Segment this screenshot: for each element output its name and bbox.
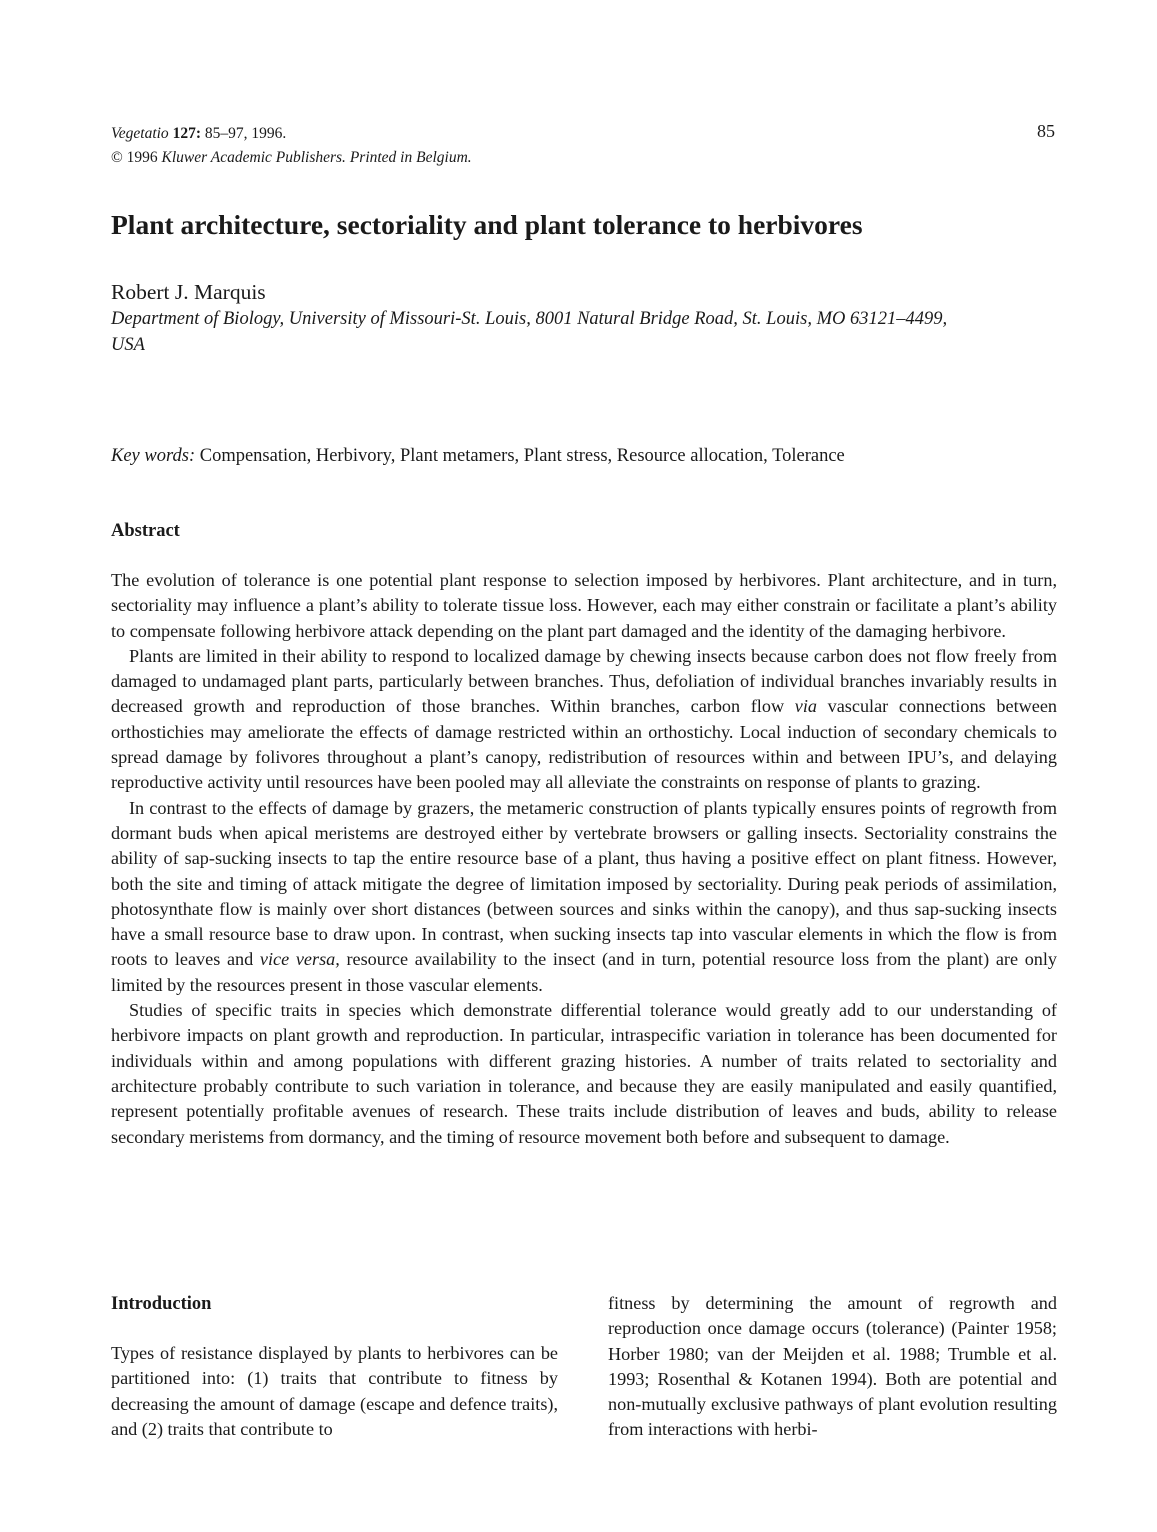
abstract-paragraph-2: [111, 644, 1057, 796]
abstract-p3-emphasis: vice versa,: [259, 949, 340, 970]
citation-line: [111, 122, 1057, 146]
journal-pages-year: 85–97, 1996.: [204, 125, 287, 142]
abstract-p2-part-b: vascular connections between orthostichies may ameliorate the effects of damage restricted within an orthostichy. Local induction of secondary chemicals to spread damage by folivores throughout a plant’s canopy, redistribution of resources within and between IPU’s, and delaying reproductive activity until resources have been pooled may all alleviate the constraints on response of plants to grazing.: [111, 696, 1057, 793]
publisher-name: Kluwer Academic Publishers.: [161, 149, 346, 166]
keywords-text: Compensation, Herbivory, Plant metamers, Plant stress, Resource allocation, Tolerance: [199, 446, 845, 466]
abstract-p3-part-b: resource availability to the insect (and in turn, potential resource loss from the plant) are only limited by the resources present in those vascular elements.: [111, 949, 1058, 995]
abstract-p3-part-a: In contrast to the effects of damage by grazers, the metameric construction of plants typically ensures points of regrowth from dormant buds when apical meristems are destroyed either by vertebrate browsers or galling insects. Sectoriality constrains the ability of sap-sucking insects to tap the entire resource base of a plant, thus having a positive effect on plant fitness. However, both the site and timing of attack mitigate the degree of limitation imposed by sectoriality. During peak periods of assimilation, photosynthate flow is mainly over short distances (between sources and sinks within the canopy), and thus sap-sucking insects have a small resource base to draw upon. In contrast, when sucking insects tap into vascular elements in which the flow is from roots to leaves and: [111, 797, 1057, 970]
affiliation-line-2: USA: [111, 335, 145, 355]
page-number: 85: [1037, 121, 1055, 141]
abstract-body: [111, 568, 1057, 1150]
introduction-left-text: Types of resistance displayed by plants to herbivores can be partitioned into: (1) traits that contribute to fitness by decreasing the amount of damage (escape and defence traits), and (2) traits that contribute to: [111, 1343, 558, 1439]
introduction-heading: Introduction: [111, 1294, 212, 1314]
introduction-right-text: fitness by determining the amount of regrowth and reproduction once damage occurs (tolerance) (Painter 1958; Horber 1980; van der Meijden et al. 1988; Trumble et al. 1993; Rosenthal & Kotanen 1994). Both are potential and non-mutually exclusive pathways of plant evolution resulting from interactions with herbi-: [608, 1293, 1057, 1440]
copyright-year: 1996: [126, 149, 158, 166]
paper-title: Plant architecture, sectoriality and plant tolerance to herbivores: [111, 209, 863, 240]
journal-name: Vegetatio: [111, 125, 169, 142]
abstract-p2-emphasis: via: [794, 696, 817, 717]
abstract-paragraph-4: Studies of specific traits in species which demonstrate differential tolerance would greatly add to our understanding of herbivore impacts on plant growth and reproduction. In particular, intraspecific variation in tolerance has been documented for individuals within and among populations with different grazing histories. A number of traits related to sectoriality and architecture probably contribute to such variation in tolerance, and because they are easily manipulated and easily quantified, represent potentially profitable avenues of research. These traits include distribution of leaves and buds, ability to release secondary meristems from dormancy, and the timing of resource movement both before and subsequent to damage.: [111, 1000, 1057, 1147]
abstract-p2-part-a: Plants are limited in their ability to respond to localized damage by chewing insects because carbon does not flow freely from damaged to undamaged plant parts, particularly between branches. Thus, defoliation of individual branches invariably results in decreased growth and reproduction of those branches. Within branches, carbon flow: [111, 645, 1057, 717]
abstract-heading: Abstract: [111, 521, 180, 541]
printed-location: Printed in Belgium.: [349, 149, 472, 166]
keywords-label: Key words:: [111, 446, 196, 466]
abstract-paragraph-1: The evolution of tolerance is one potential plant response to selection imposed by herbivores. Plant architecture, and in turn, sectoriality may influence a plant’s ability to tolerate tissue loss. However, each may either constrain or facilitate a plant’s ability to compensate following herbivore attack depending on the plant part damaged and the identity of the damaging herbivore.: [111, 570, 1057, 641]
introduction-right-column: [608, 1291, 1057, 1443]
author-affiliation: [111, 306, 1057, 358]
introduction-left-column: [111, 1341, 558, 1442]
affiliation-line-1: Department of Biology, University of Missouri-St. Louis, 8001 Natural Bridge Road, St. Louis, MO 63121–4499,: [111, 309, 948, 329]
journal-volume: 127:: [172, 125, 201, 142]
abstract-paragraph-3: [111, 796, 1057, 998]
copyright-line: [111, 146, 1057, 170]
copyright-symbol: ©: [111, 149, 123, 166]
keywords: [111, 443, 1057, 469]
author-name: Robert J. Marquis: [111, 280, 266, 304]
journal-header: [111, 122, 1057, 170]
